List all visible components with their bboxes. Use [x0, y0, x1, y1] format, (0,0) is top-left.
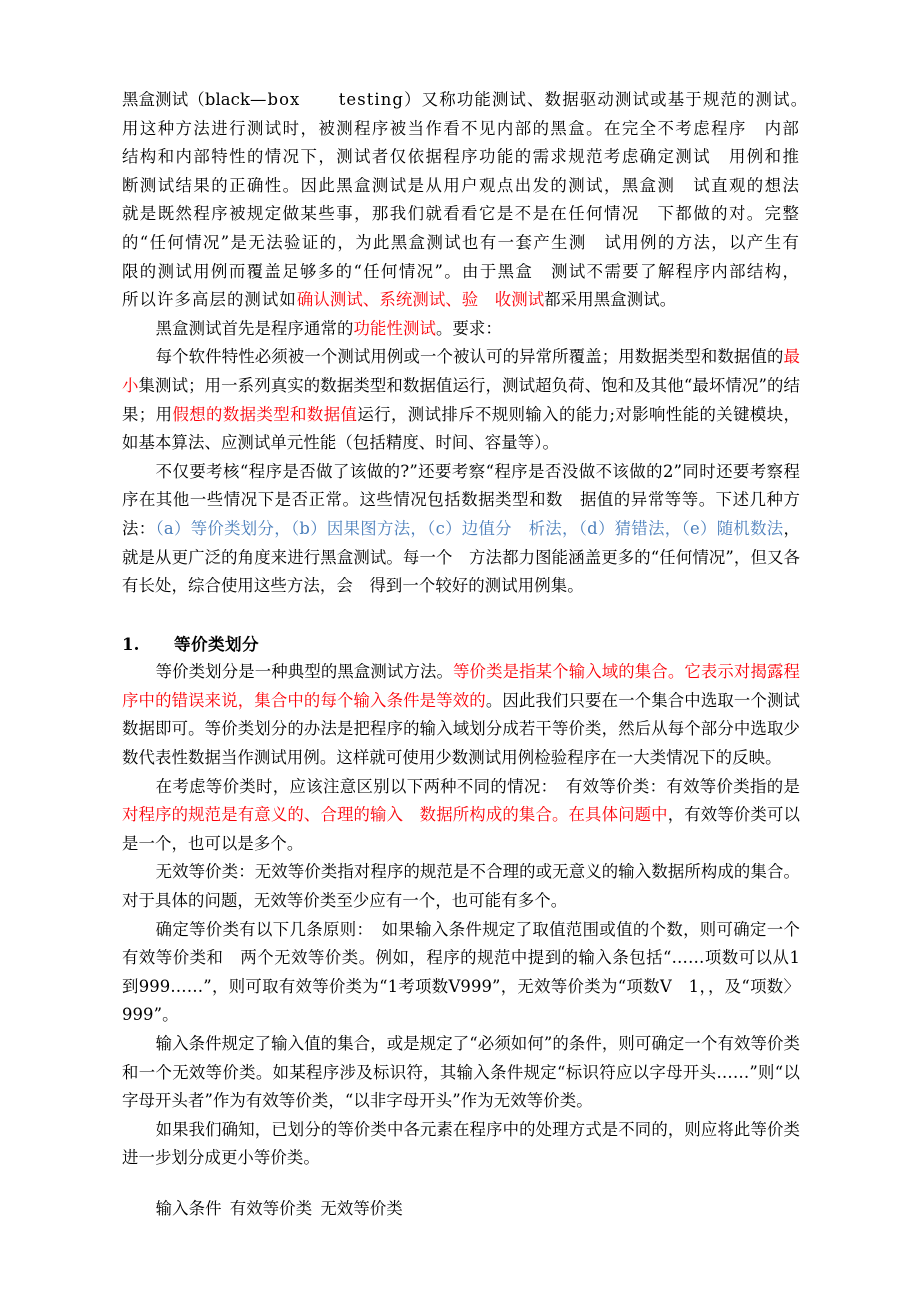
para6-text-b: ，有效等价类可以是一个，也可以是多个。	[122, 805, 800, 853]
para2-text-a: 黑盒测试首先是程序通常的	[155, 318, 354, 338]
para3-red-minimal: 最小	[122, 347, 800, 395]
para4-text-b: ，就是从更广泛的角度来进行黑盒测试。每一个 方法都力图能涵盖更多的“任何情况”，但又各有长处，综合使用这些方法，会 得到一个较好的测试用例集。	[122, 518, 800, 596]
para6-red-valid-class: 对程序的规范是有意义的、合理的输入 数据所构成的集合。在具体问题中	[122, 805, 668, 825]
paragraph-equivalence-definition	[122, 658, 800, 772]
paragraph-functional-testing	[122, 315, 800, 344]
para6-text-a: 在考虑等价类时，应该注意区别以下两种不同的情况： 有效等价类：有效等价类指的是	[155, 776, 800, 796]
table-header-invalid-class: 无效等价类	[320, 1198, 403, 1218]
para4-blue-methods: （a）等价类划分，（b）因果图方法，（c）边值分 析法，（d）猜错法，（e）随机数法	[155, 518, 784, 538]
para5-red-definition: 等价类是指某个输入域的集合。它表示对揭露程序中的错误来说，集合中的每个输入条件是等效的	[122, 662, 800, 710]
heading-number: 1.	[122, 633, 140, 654]
para2-text-b: 。要求：	[435, 318, 502, 338]
para5-text-a: 等价类划分是一种典型的黑盒测试方法。	[155, 662, 454, 682]
document-body	[122, 86, 818, 1224]
paragraph-valid-equivalence	[122, 773, 800, 859]
para5-text-b: 。因此我们只要在一个集合中选取一个测试数据即可。等价类划分的办法是把程序的输入域划分成若干等价类，然后从每个部分中选取少数代表性数据当作测试用例。这样就可使用少数测试用例检验程序在一大类情况下的反映。	[122, 690, 800, 768]
table-header-input-condition: 输入条件	[155, 1198, 222, 1218]
para3-red-hypothetical: 假想的数据类型和数据值	[172, 404, 358, 424]
para1-latin-testing: testing）又称功能测试、数据驱动测试或基于规范的测试。 用这种方法进行测试时，被测程序被当作看不见内部的黑盒。在完全不考虑程序 内部结构和内部特性的情况下，测试者仅依据程序功能的需求规范考虑确定测试 用例和推断测试结果的正确性。因此黑盒测试是从用户观点出发的测试，黑盒测 试直观的想法就是既然程序被规定做某些事，那我们就看看它是不是在任何情况 下都做的对。完整的“任何情况”是无法验证的，为此黑盒测试也有一套产生测 试用例的方法，以产生有限的测试用例而覆盖足够多的“任何情况”。由于黑盒 测试不需要了解程序内部结构，所以许多高层的测试如	[122, 90, 818, 310]
paragraph-principles-range: 确定等价类有以下几条原则： 如果输入条件规定了取值范围或值的个数，则可确定一个有效等价类和 两个无效等价类。例如，程序的规范中提到的输入条包括“……项数可以从1 到999……”，则可取有效等价类为“1考项数V999”，无效等价类为“项数V 1，，及“项数〉999”。	[122, 919, 817, 1025]
heading-label: 等价类划分	[174, 633, 259, 654]
paragraph-invalid-equivalence: 无效等价类：无效等价类指对程序的规范是不合理的或无意义的输入数据所构成的集合。对于具体的问题，无效等价类至少应有一个，也可能有多个。	[122, 862, 800, 911]
para3-text-c: 运行，测试排斥不规则输入的能力;对影响性能的关键模块，如基本算法、应测试单元性能（包括精度、时间、容量等）。	[122, 404, 800, 453]
para1-red-highlight: 确认测试、系统测试、验 收测试	[296, 290, 545, 310]
paragraph-methods-list	[122, 458, 800, 601]
para3-text-a: 每个软件特性必须被一个测试用例或一个被认可的异常所覆盖；用数据类型和数据值的	[155, 347, 784, 367]
paragraph-requirements	[122, 343, 800, 457]
paragraph-principles-subdivide: 如果我们确知，已划分的等价类中各元素在程序中的处理方式是不同的，则应将此等价类进一步划分成更小等价类。	[122, 1119, 800, 1168]
para3-text-b: 集测试；用一系列真实的数据类型和数据值运行，测试超负荷、饱和及其他“最坏情况”的结果；用	[122, 375, 800, 424]
para2-red-highlight: 功能性测试	[353, 318, 436, 338]
para1-spacer	[300, 90, 338, 109]
para1-latin-box: box	[267, 90, 301, 109]
equivalence-table-header-line	[122, 1195, 800, 1224]
paragraph-blackbox-intro	[122, 86, 818, 315]
para1-text-a: 黑盒测试（black	[122, 90, 250, 109]
para1-emdash: —	[249, 90, 268, 109]
para4-text-a: 不仅要考核“程序是否做了该做的?”还要考察“程序是否没做不该做的2”同时还要考察程序在其他一些情况下是否正常。这些情况包括数据类型和数 据值的异常等等。下述几种方法：	[122, 461, 800, 538]
table-header-valid-class: 有效等价类	[229, 1198, 313, 1218]
para1-text-d: 都采用黑盒测试。	[544, 290, 677, 310]
paragraph-principles-set: 输入条件规定了输入值的集合，或是规定了“必须如何”的条件，则可确定一个有效等价类和一个无效等价类。如某程序涉及标识符，其输入条件规定“标识符应以字母开头……”则“以字母开头者”作为有效等价类，“以非字母开头”作为无效等价类。	[122, 1034, 800, 1111]
section-heading-equivalence-partitioning	[122, 630, 800, 659]
